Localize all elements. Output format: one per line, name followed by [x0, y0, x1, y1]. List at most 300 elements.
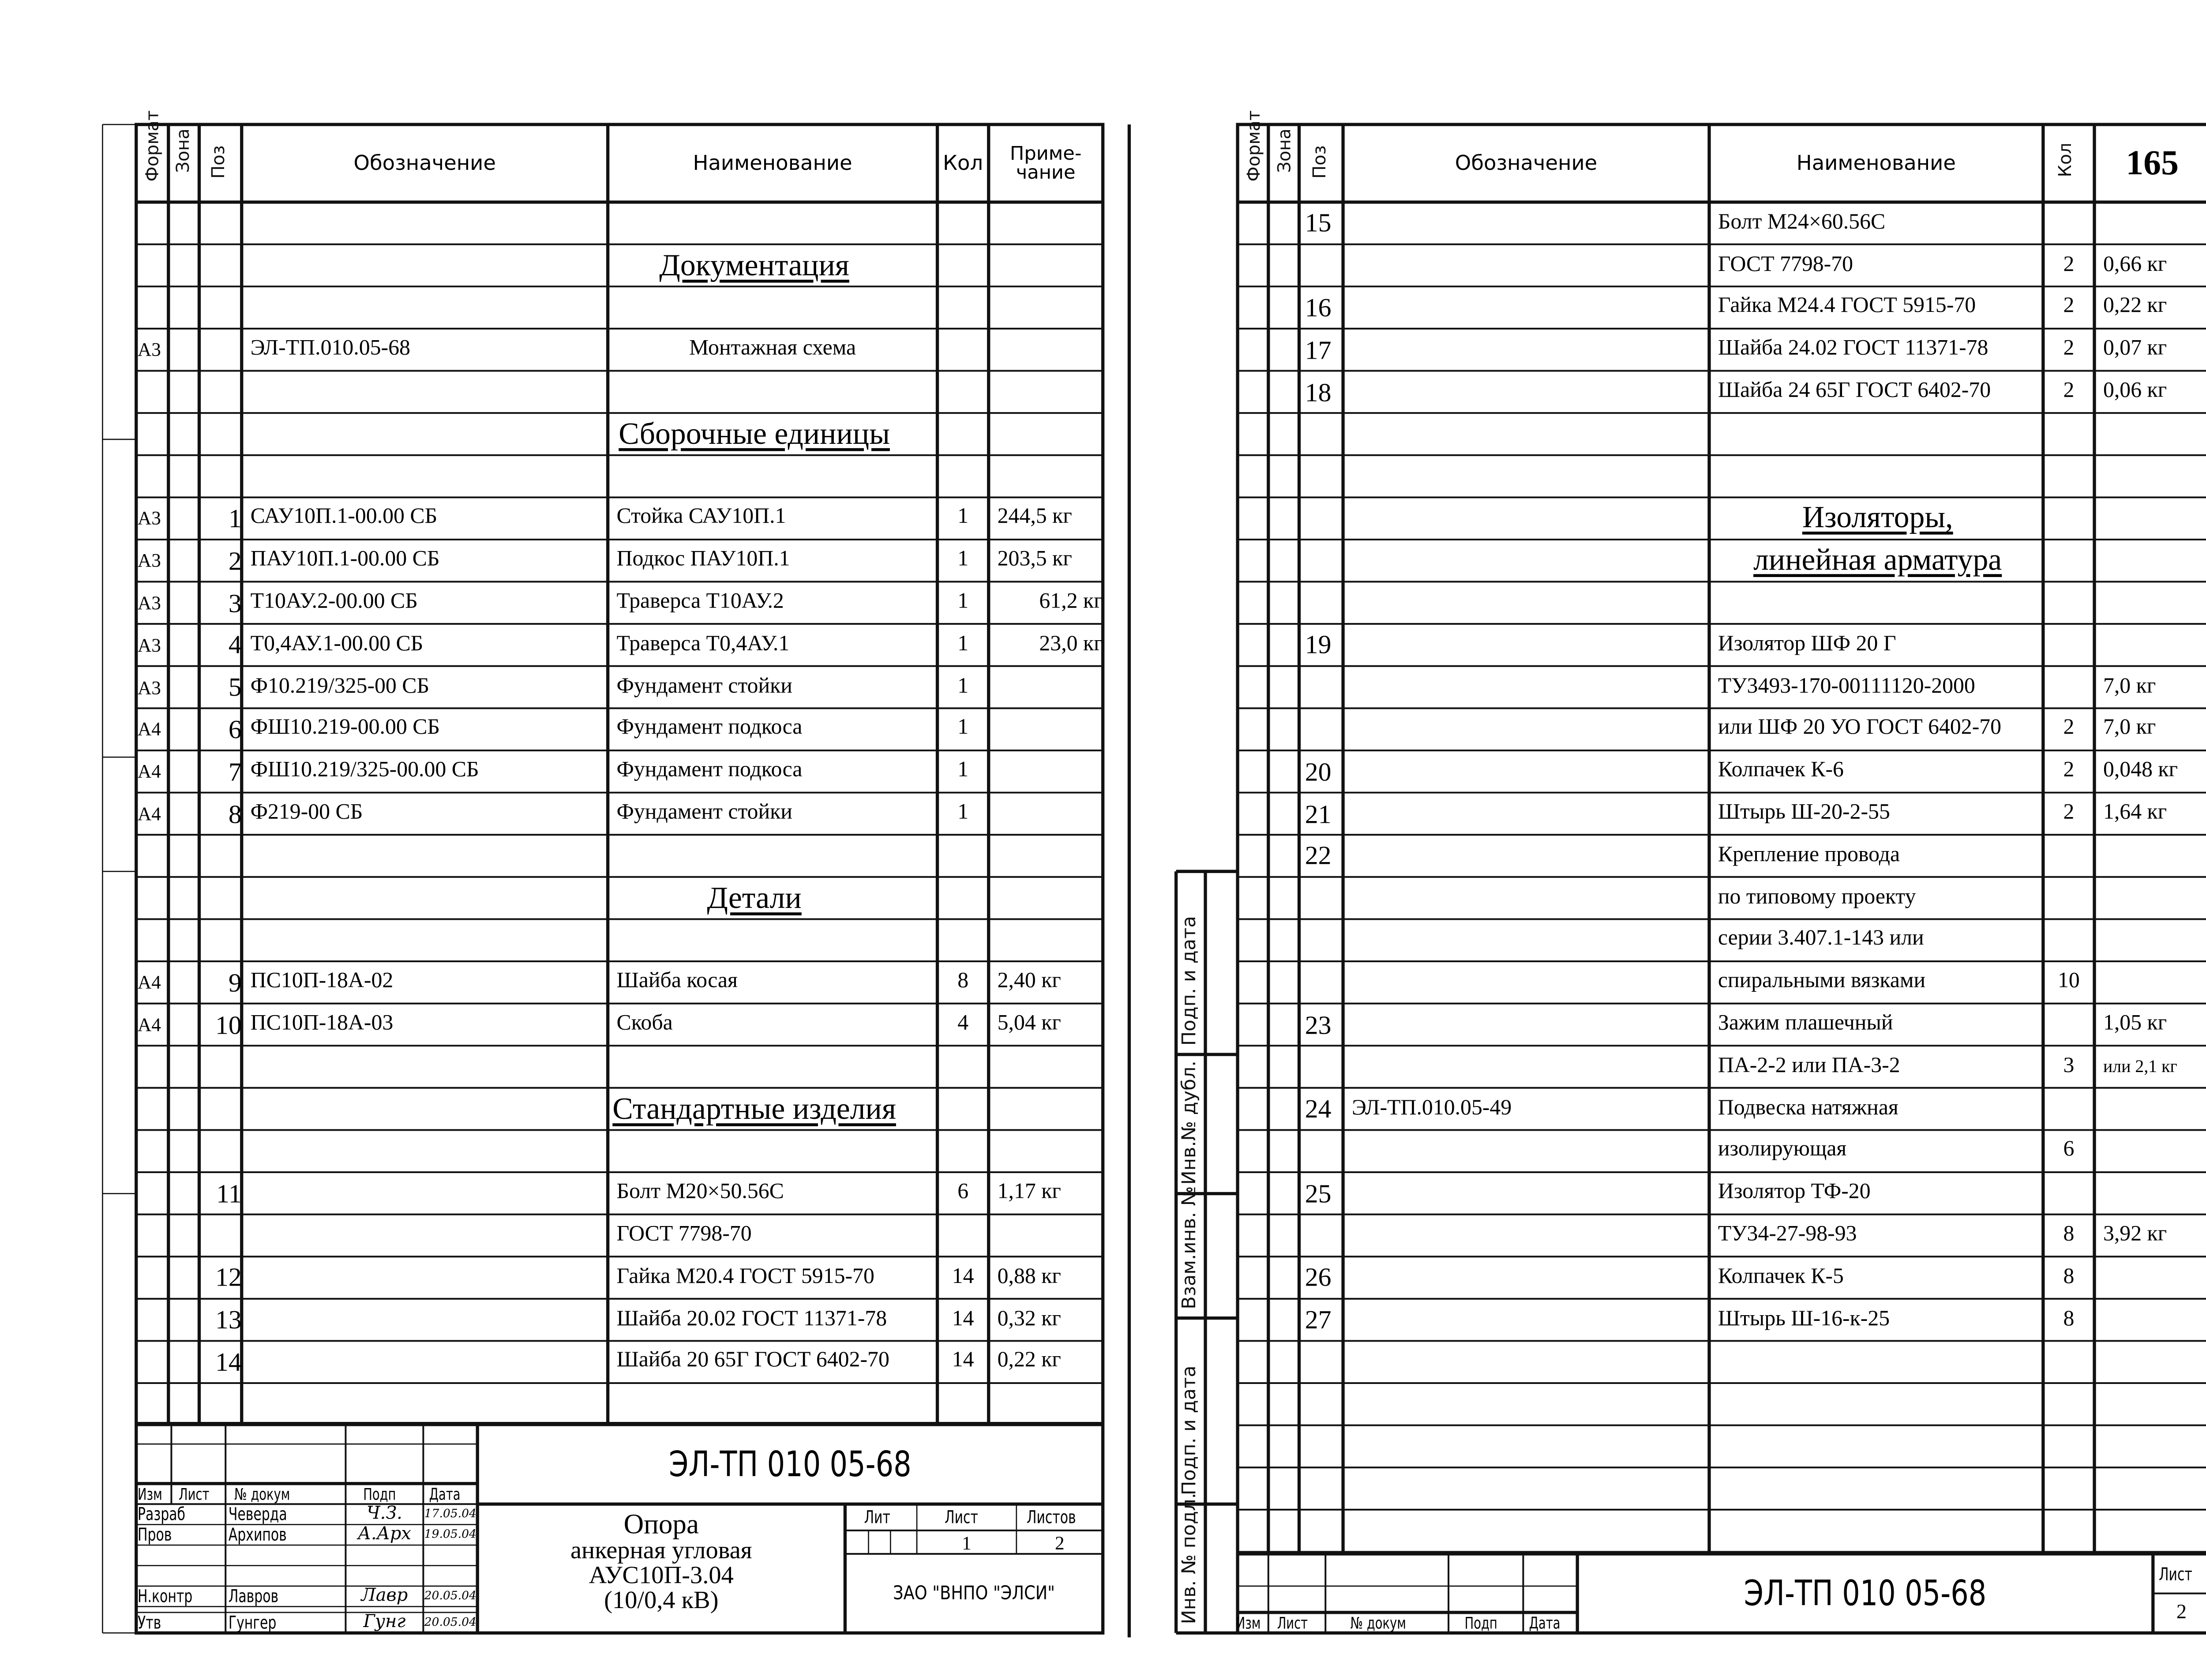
item-name-cell: [608, 961, 946, 1004]
note-mass: 1,17 кг: [997, 1181, 1061, 1204]
note-mass-cell: [2094, 244, 2206, 287]
note-mass-cell: [2094, 793, 2206, 835]
section-heading: Детали: [707, 880, 802, 915]
col-label-doc: № докум: [234, 1484, 290, 1504]
note-mass-cell: [989, 1004, 1126, 1046]
stamp-signature-cell: [345, 1607, 423, 1636]
position-number-cell: [199, 961, 248, 1004]
item-name: Подкос ПАУ10П.1: [616, 548, 790, 572]
item-name: Гайка М24.4 ГОСТ 5915-70: [1718, 295, 1976, 319]
note-mass: 61,2 кг: [1039, 590, 1103, 614]
product-title-line: Опора: [623, 1509, 699, 1540]
position-number-cell: [199, 1004, 248, 1046]
stamp-role: Н.контр: [138, 1586, 193, 1607]
quantity: 4: [957, 1012, 969, 1036]
col-label-podp: Подп: [1464, 1613, 1497, 1632]
note-mass: 0,22 кг: [2103, 295, 2167, 319]
item-name: Изолятор ШФ 20 Г: [1718, 632, 1896, 656]
quantity-cell: [2043, 750, 2094, 793]
position-number: 12: [215, 1263, 242, 1293]
item-name: ПА-2-2 или ПА-3-2: [1718, 1054, 1900, 1078]
designation: ФШ10.219/325-00.00 СБ: [250, 759, 479, 783]
format-code: А4: [138, 1013, 161, 1036]
position-number-cell: [1299, 286, 1349, 329]
item-name: Монтажная схема: [689, 337, 856, 361]
item-name-cell: [1709, 286, 2052, 329]
designation: Ф219-00 СБ: [250, 801, 363, 825]
quantity-cell: [938, 666, 989, 709]
side-label: Подп. и дата: [1179, 1365, 1201, 1496]
position-number: 18: [1305, 377, 1332, 407]
note-mass-cell: [2094, 1215, 2206, 1257]
item-name-cell: [1709, 202, 2052, 244]
item-name-cell: [1709, 877, 2052, 919]
note-mass: 0,07 кг: [2103, 337, 2167, 361]
quantity: 6: [957, 1181, 969, 1204]
position-number-cell: [1299, 1088, 1349, 1130]
quantity: 6: [2063, 1138, 2075, 1162]
col-label-izm-cell: [136, 1484, 172, 1504]
sheet-number: 2: [2176, 1601, 2187, 1624]
position-number-cell: [199, 750, 248, 793]
section-heading: Сборочные единицы: [619, 416, 890, 451]
format-code: А3: [138, 676, 161, 698]
note-mass-cell: [2094, 750, 2206, 793]
designation: ПАУ10П.1-00.00 СБ: [250, 548, 440, 572]
quantity-cell: [2043, 1215, 2094, 1257]
header-designation-cell: [1343, 124, 1709, 202]
item-name: спиральными вязками: [1718, 970, 1926, 994]
stamp-date-cell: [423, 1525, 477, 1545]
stamp-role-cell: [136, 1504, 227, 1524]
item-name-cell: [608, 1256, 946, 1299]
product-title-line: АУС10П-3.04: [589, 1560, 734, 1589]
note-mass-cell: [989, 1299, 1126, 1341]
designation-cell: [242, 497, 617, 540]
note-mass: 0,048 кг: [2103, 759, 2178, 783]
side-label: Подп. и дата: [1179, 916, 1201, 1046]
quantity: 1: [957, 801, 969, 825]
col-label-list-cell: [1268, 1612, 1325, 1633]
section-heading: Стандартные изделия: [612, 1091, 896, 1126]
note-mass-cell: [2094, 371, 2206, 413]
quantity-cell: [938, 793, 989, 835]
item-name-cell: [608, 708, 946, 750]
col-label-data-cell: [1523, 1612, 1577, 1633]
position-number: 15: [1305, 208, 1332, 238]
item-name-cell: [608, 1004, 946, 1046]
stamp-date: 20.05.04: [424, 1615, 476, 1629]
designation-cell: [242, 540, 617, 582]
header-qty: Кол: [943, 151, 983, 175]
designation: ФШ10.219-00.00 СБ: [250, 716, 440, 741]
quantity-cell: [2043, 286, 2094, 329]
note-mass-cell: [989, 1341, 1126, 1383]
stamp-date: 19.05.04: [424, 1527, 476, 1541]
designation-cell: [242, 666, 617, 709]
quantity-cell: [938, 1172, 989, 1215]
item-name-cell: [608, 497, 946, 540]
note-mass-cell: [2094, 666, 2206, 709]
quantity-cell: [938, 1341, 989, 1383]
position-number-cell: [1299, 750, 1349, 793]
header-qty-cell: [938, 124, 989, 202]
quantity: 2: [2063, 253, 2075, 277]
position-number: 10: [215, 1010, 242, 1039]
position-number: 6: [228, 714, 242, 744]
item-name-cell: [608, 1172, 946, 1215]
col-label-list: Лист: [178, 1484, 209, 1504]
side-label: Инв. № подл.: [1179, 1492, 1201, 1624]
doc-code-title: ЭЛ-ТП 010 05-68: [1744, 1573, 1987, 1614]
item-name-cell: [1709, 793, 2052, 835]
item-name: Болт М20×50.56С: [616, 1181, 784, 1204]
item-name: Штырь Ш-16-к-25: [1718, 1307, 1890, 1331]
stamp-signature: Гунг: [363, 1611, 406, 1632]
item-name-cell: [608, 1341, 946, 1383]
item-name: ГОСТ 7798-70: [616, 1223, 752, 1247]
note-mass: 5,04 кг: [997, 1012, 1061, 1036]
quantity: 1: [957, 675, 969, 698]
item-name: Стойка САУ10П.1: [616, 506, 786, 529]
format-code-cell: [136, 708, 170, 750]
col-label-data-cell: [423, 1484, 477, 1504]
item-name: Зажим плашечный: [1718, 1012, 1893, 1036]
item-name-cell: [1709, 835, 2052, 877]
position-number: 8: [228, 799, 242, 829]
header-qty: Кол: [2055, 142, 2075, 177]
quantity-cell: [938, 1256, 989, 1299]
note-mass-cell: [989, 497, 1126, 540]
header-format: Формат: [142, 110, 163, 182]
stamp-role: Разраб: [138, 1504, 185, 1525]
quantity: 8: [2063, 1307, 2075, 1331]
header-designation: Обозначение: [1455, 151, 1598, 175]
position-number: 7: [228, 757, 242, 786]
stamp-date: 20.05.04: [424, 1589, 476, 1602]
sheets-total: 2: [1054, 1531, 1065, 1553]
quantity: 2: [2063, 801, 2075, 825]
item-name-cell: [1709, 1256, 2052, 1299]
quantity-cell: [938, 582, 989, 624]
designation-cell: [242, 793, 617, 835]
note-mass-cell: [2094, 1046, 2206, 1088]
format-code: А4: [138, 760, 161, 783]
side-label: Взам.инв. №: [1179, 1186, 1201, 1309]
sheets-total-cell: [1017, 1530, 1103, 1554]
quantity: 10: [2058, 970, 2080, 994]
note-mass-cell: [2094, 286, 2206, 329]
position-number-cell: [1299, 1172, 1349, 1215]
format-code: А4: [138, 802, 161, 825]
note-mass-cell: [2094, 708, 2206, 750]
note-mass-cell: [989, 540, 1126, 582]
item-name: ТУ34-27-98-93: [1718, 1223, 1857, 1247]
quantity-cell: [2043, 371, 2094, 413]
sheets-label-cell: [1017, 1504, 1103, 1530]
format-code: А4: [138, 971, 161, 994]
note-mass: 244,5 кг: [997, 506, 1072, 529]
item-name: серии 3.407.1-143 или: [1718, 927, 1924, 952]
item-name-cell: [1709, 1130, 2052, 1172]
note-mass-cell: [2094, 329, 2206, 371]
item-name: Фундамент стойки: [616, 801, 792, 825]
col-label-list-cell: [171, 1484, 225, 1504]
quantity: 2: [2063, 716, 2075, 741]
item-name-cell: [1709, 1299, 2052, 1341]
position-number-cell: [1299, 793, 1349, 835]
col-label-izm: Изм: [1236, 1613, 1261, 1632]
page-number-cell: [2094, 124, 2206, 202]
quantity-cell: [938, 708, 989, 750]
item-name: изолирующая: [1718, 1138, 1847, 1162]
item-name: Колпачек К-5: [1718, 1265, 1844, 1289]
note-mass: 203,5 кг: [997, 548, 1072, 572]
product-title-line-cell: [477, 1511, 845, 1538]
item-name: Фундамент подкоса: [616, 759, 803, 783]
side-label: Инв.№ дубл.: [1179, 1061, 1201, 1185]
format-code-cell: [136, 961, 170, 1004]
note-mass-cell: [989, 1172, 1126, 1215]
format-code-cell: [136, 329, 170, 371]
item-name-cell: [608, 329, 938, 371]
position-number: 27: [1305, 1305, 1332, 1335]
item-name: Траверса Т0,4АУ.1: [616, 632, 790, 656]
position-number-cell: [1299, 624, 1349, 666]
header-note: Приме- чание: [1009, 142, 1082, 184]
header-name-cell: [1709, 124, 2043, 202]
sheet-label-cell: [917, 1504, 1017, 1530]
sheets-label: Листов: [1027, 1507, 1076, 1528]
quantity-cell: [2043, 329, 2094, 371]
stamp-person-cell: [225, 1525, 349, 1545]
header-name: Наименование: [1796, 151, 1956, 175]
header-format: Формат: [1243, 110, 1264, 182]
stamp-role: Утв: [138, 1612, 161, 1633]
format-code-cell: [136, 750, 170, 793]
stamp-date: 17.05.04: [424, 1507, 476, 1520]
stamp-signature-cell: [345, 1580, 423, 1609]
quantity: 2: [2063, 295, 2075, 319]
position-number-cell: [199, 1299, 248, 1341]
header-designation: Обозначение: [353, 151, 496, 175]
position-number-cell: [199, 1172, 248, 1215]
quantity: 14: [952, 1307, 974, 1331]
item-name-cell: [1709, 708, 2052, 750]
format-code-cell: [136, 582, 170, 624]
organization-name: ЗАО "ВНПО "ЭЛСИ": [893, 1582, 1055, 1605]
section-heading: Изоляторы,: [1802, 500, 1953, 536]
format-code-cell: [136, 666, 170, 709]
header-designation-cell: [242, 124, 608, 202]
col-label-izm: Изм: [137, 1484, 162, 1504]
position-number-cell: [1299, 371, 1349, 413]
stamp-role: Пров: [138, 1524, 172, 1545]
product-title-line-cell: [477, 1586, 845, 1612]
position-number: 14: [215, 1347, 242, 1377]
format-code-cell: [136, 497, 170, 540]
section-heading-cell: [1621, 497, 2134, 540]
designation-cell: [1343, 1088, 1718, 1130]
position-number-cell: [1299, 1004, 1349, 1046]
item-name-cell: [608, 582, 946, 624]
position-number: 26: [1305, 1263, 1332, 1293]
quantity-cell: [2043, 961, 2094, 1004]
format-code-cell: [136, 540, 170, 582]
note-mass: 1,64 кг: [2103, 801, 2167, 825]
note-mass-cell: [2094, 1004, 2206, 1046]
quantity: 1: [957, 590, 969, 614]
header-note-cell: [989, 124, 1103, 202]
position-number: 4: [228, 630, 242, 660]
note-mass: 7,0 кг: [2103, 716, 2156, 741]
quantity-cell: [2043, 244, 2094, 287]
quantity: 14: [952, 1349, 974, 1373]
item-name-cell: [1709, 244, 2052, 287]
col-label-izm-cell: [1238, 1612, 1268, 1633]
item-name: Шайба 24.02 ГОСТ 11371-78: [1718, 337, 1988, 361]
quantity-cell: [938, 540, 989, 582]
item-name: ГОСТ 7798-70: [1718, 253, 1853, 277]
position-number: 19: [1305, 630, 1332, 660]
header-name: Наименование: [693, 151, 852, 175]
item-name: Скоба: [616, 1012, 673, 1036]
item-name: Траверса Т10АУ.2: [616, 590, 784, 614]
stamp-role-cell: [136, 1586, 227, 1606]
format-code: А3: [138, 549, 161, 572]
position-number: 24: [1305, 1094, 1332, 1124]
quantity: 3: [2063, 1054, 2075, 1078]
format-code-cell: [136, 1004, 170, 1046]
item-name: Изолятор ТФ-20: [1718, 1181, 1871, 1204]
stamp-person-cell: [225, 1504, 349, 1524]
sheet-number: 1: [962, 1531, 972, 1553]
doc-code-title: ЭЛ-ТП 010 05-68: [669, 1443, 912, 1485]
product-title-line-cell: [477, 1561, 845, 1588]
position-number: 16: [1305, 292, 1332, 322]
note-mass: 0,88 кг: [997, 1265, 1061, 1289]
designation-cell: [242, 708, 617, 750]
stamp-signature-cell: [345, 1519, 423, 1548]
section-heading: Документация: [659, 247, 849, 282]
quantity-cell: [2043, 1130, 2094, 1172]
stamp-signature: А.Арх: [357, 1523, 411, 1544]
quantity-cell: [2043, 1299, 2094, 1341]
item-name-cell: [608, 750, 946, 793]
position-number-cell: [199, 1341, 248, 1383]
header-name-cell: [608, 124, 938, 202]
col-label-doc: № докум: [1350, 1613, 1406, 1632]
quantity-cell: [938, 1004, 989, 1046]
designation-cell: [242, 582, 617, 624]
item-name: Гайка М20.4 ГОСТ 5915-70: [616, 1265, 874, 1289]
quantity: 14: [952, 1265, 974, 1289]
designation: ЭЛ-ТП.010.05-49: [1351, 1096, 1512, 1120]
designation-cell: [242, 750, 617, 793]
stamp-person: Лавров: [228, 1586, 279, 1607]
designation: ПС10П-18А-02: [250, 970, 394, 994]
position-number: 17: [1305, 335, 1332, 364]
quantity: 2: [2063, 379, 2075, 403]
item-name: Шайба 24 65Г ГОСТ 6402-70: [1718, 379, 1991, 403]
note-mass-cell: [989, 1256, 1126, 1299]
position-number: 21: [1305, 799, 1332, 829]
quantity-cell: [938, 497, 989, 540]
sheet-number-cell: [917, 1530, 1017, 1554]
position-number-cell: [199, 497, 248, 540]
stamp-person: Архипов: [228, 1524, 287, 1545]
item-name-cell: [608, 1299, 946, 1341]
position-number: 13: [215, 1305, 242, 1335]
item-name: Подвеска натяжная: [1718, 1096, 1898, 1120]
quantity-cell: [938, 961, 989, 1004]
stamp-role-cell: [136, 1525, 227, 1545]
note-mass: или 2,1 кг: [2103, 1056, 2177, 1077]
col-label-data: Дата: [1529, 1613, 1561, 1632]
designation: ЭЛ-ТП.010.05-68: [250, 337, 410, 361]
designation-cell: [242, 961, 617, 1004]
position-number: 9: [228, 968, 242, 997]
quantity-cell: [2043, 1256, 2094, 1299]
position-number: 25: [1305, 1178, 1332, 1208]
position-number-cell: [1299, 202, 1349, 244]
stamp-date-cell: [423, 1612, 477, 1633]
col-label-list: Лист: [1276, 1613, 1307, 1632]
section-heading: линейная арматура: [1753, 542, 2002, 578]
item-name-cell: [608, 540, 946, 582]
position-number-cell: [199, 624, 248, 666]
col-label-doc-cell: [1325, 1612, 1448, 1633]
item-name: Фундамент стойки: [616, 675, 792, 698]
note-mass-cell: [989, 961, 1126, 1004]
note-mass-cell: [989, 624, 1118, 666]
designation-cell: [242, 329, 617, 371]
item-name: Фундамент подкоса: [616, 716, 803, 741]
quantity: 1: [957, 506, 969, 529]
quantity-cell: [2043, 793, 2094, 835]
sheet-label: Лист: [2159, 1563, 2193, 1584]
position-number-cell: [1299, 329, 1349, 371]
position-number: 23: [1305, 1010, 1332, 1039]
item-name: Шайба 20.02 ГОСТ 11371-78: [616, 1307, 887, 1331]
note-mass: 0,32 кг: [997, 1307, 1061, 1331]
section-heading-cell: [461, 1088, 1047, 1130]
col-label-doc-cell: [225, 1484, 354, 1504]
quantity: 1: [957, 632, 969, 656]
item-name-cell: [1709, 1215, 2052, 1257]
note-mass: 3,92 кг: [2103, 1223, 2167, 1247]
col-label-podp-cell: [1448, 1612, 1523, 1633]
lit-label-cell: [845, 1504, 917, 1530]
product-title-line-cell: [477, 1536, 845, 1563]
quantity: 8: [957, 970, 969, 994]
quantity: 1: [957, 716, 969, 741]
designation: Т10АУ.2-00.00 СБ: [250, 590, 418, 614]
position-number-cell: [199, 582, 248, 624]
format-code: А4: [138, 718, 161, 741]
page-number: 165: [2126, 144, 2179, 183]
col-label-podp: Подп: [362, 1484, 396, 1504]
note-mass: 0,22 кг: [997, 1349, 1061, 1373]
position-number-cell: [199, 793, 248, 835]
note-mass: 1,05 кг: [2103, 1012, 2167, 1036]
item-name-cell: [1709, 329, 2052, 371]
item-name-cell: [1709, 919, 2052, 961]
position-number: 11: [216, 1178, 242, 1208]
stamp-signature: Лавр: [361, 1584, 408, 1605]
item-name: по типовому проекту: [1718, 885, 1916, 909]
note-mass: 0,06 кг: [2103, 379, 2167, 403]
